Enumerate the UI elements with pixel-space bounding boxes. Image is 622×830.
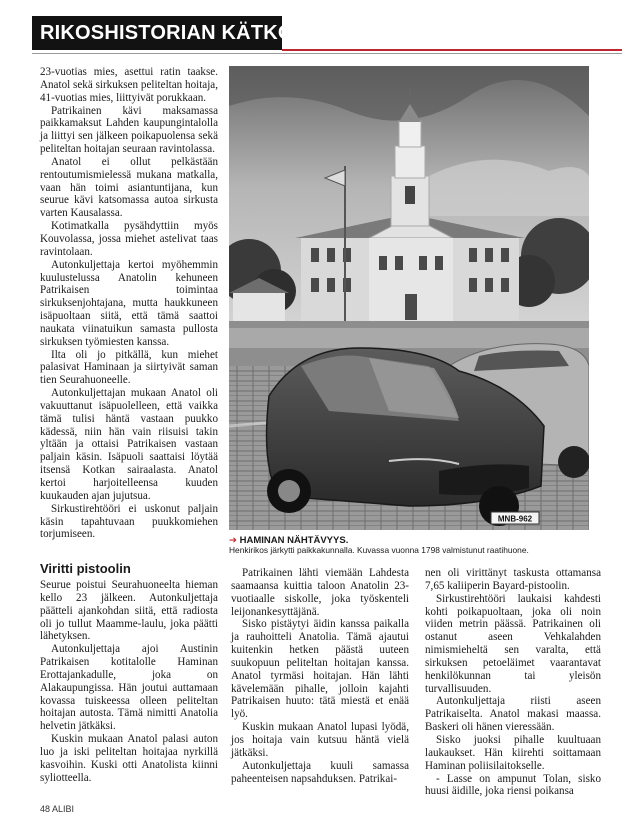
paragraph: nen oli virittänyt taskusta ottamansa 7,65 kaliiperin Bayard-pistoolin. bbox=[425, 567, 601, 592]
paragraph: Anatol ei ollut pelkästään rentoutumismielessä mukana matkalla, vaan hän toimi asiantuntijana, kun seurue kävi katsomassa autoa sirkusta varten Kausalassa. bbox=[40, 155, 218, 220]
article-column-3 bbox=[425, 567, 601, 798]
paragraph: Sisko juoksi pihalle kuultuaan laukaukset. Hän kiirehti soittamaan Haminan poliisilaitokselle. bbox=[425, 733, 601, 772]
article-column-1-continued bbox=[40, 579, 218, 785]
paragraph: Sirkustirehtööri ei uskonut paljain käsin tapahtuvaan puukkomiehen torjumiseen. bbox=[40, 502, 218, 541]
paragraph: Seurue poistui Seurahuoneelta hieman kello 23 jälkeen. Autonkuljettaja päätteli ajankohdan siitä, että radiosta oli jo tullut Maamme-laulu, joka päätti lähetyksen. bbox=[40, 579, 218, 643]
photo-caption: Henkirikos järkytti paikkakunnalla. Kuvassa vuonna 1798 valmistunut raatihuone. bbox=[229, 545, 529, 555]
arrow-icon: ➔ bbox=[229, 535, 240, 546]
paragraph: Ilta oli jo pitkällä, kun miehet palasivat Haminaan ja siirtyivät saman tien Seurahuoneelle. bbox=[40, 348, 218, 387]
paragraph: - Lasse on ampunut Tolan, sisko huusi äidille, joka riensi poikansa bbox=[425, 772, 601, 798]
page-footer: 48 ALIBI bbox=[40, 804, 75, 814]
paragraph: 23-vuotias mies, asettui ratin taakse. Anatol sekä sirkuksen peliteltan hoitaja, 41-vuotias mies, liittyivät porukkaan. bbox=[40, 66, 218, 104]
paragraph: Patrikainen lähti viemään Lahdesta saamaansa kuittia taloon Anatolin 23-vuotiaalle siskolle, joka työskenteli leijonankesyttäjänä. bbox=[231, 567, 409, 618]
paragraph: Sirkustirehtööri laukaisi kahdesti kohti poikapuoltaan, joka oli noin viiden metrin päässä. Patrikainen oli ostanut aseen Vehkalahden nimismieheltä sen varalta, että sirkuksen petoeläimet vaarantavat henkilökunnan tai yleisön turvallisuuden. bbox=[425, 592, 601, 695]
header-rule-gray bbox=[32, 53, 622, 54]
section-subheading: Viritti pistoolin bbox=[40, 561, 131, 576]
paragraph: Kuskin mukaan Anatol lupasi lyödä, jos hoitaja vain kutsuu häntä vielä jätkäksi. bbox=[231, 721, 409, 759]
paragraph: Autonkuljettaja riisti aseen Patrikaiselta. Anatol makasi maassa. Baskeri oli hänen vieressään. bbox=[425, 695, 601, 734]
town-hall-photo bbox=[229, 66, 589, 530]
section-header: RIKOSHISTORIAN KÄTKÖISTÄ bbox=[32, 16, 282, 50]
paragraph: Patrikainen kävi maksamassa paikkamaksut Lahden kaupungintalolla ja liittyi sen jälkeen poikapuolensa sekä peliteltan hoitajan seuraan ravintolassa. bbox=[40, 104, 218, 156]
paragraph: Sisko pistäytyi äidin kanssa paikalla ja rauhoitteli Anatolia. Tämä ajautui kuitenkin hetken päästä uuteen suukopuun peliteltan hoitajan kanssa. Anatol tyrmäsi hoitajan. Hän lähti kävelemään pihalle, jolloin kajahti Patrikaisen huuto: tätä miestä et enää lyö. bbox=[231, 618, 409, 721]
caption-title-text: HAMINAN NÄHTÄVYYS. bbox=[239, 535, 349, 546]
paragraph: Autonkuljettajan mukaan Anatol oli vakuuttanut isäpuolelleen, että vaikka tämä tulisi häntä vastaan puukko kädessä, niin hän vain riisuisi takin yltään ja ottaisi Patrikaisen vastaan paljain käsin. Isäpuoli saattaisi löytää itsensä Kotkan sairaalasta. Anatol kertoi harjoitelleensa kuuden kuukauden ajan jujutsua. bbox=[40, 387, 218, 502]
header-rule-red bbox=[282, 49, 622, 51]
license-plate: MNB-962 bbox=[497, 514, 533, 524]
paragraph: Kuskin mukaan Anatol palasi auton luo ja iski peliteltan hoitajaa nyrkillä kasvoihin. Kuski otti Anatolista kiinni syliotteella. bbox=[40, 733, 218, 784]
paragraph: Autonkuljettaja kuuli samassa paheenteisen napsahduksen. Patrikai- bbox=[231, 759, 409, 785]
article-column-1 bbox=[40, 66, 218, 541]
paragraph: Kotimatkalla pysähdyttiin myös Kouvolassa, jossa miehet astelivat taas ravintolaan. bbox=[40, 220, 218, 258]
paragraph: Autonkuljettaja kertoi myöhemmin kuulustelussa Anatolin kehuneen Patrikaisen toimintaa sirkuksenjohtajana, mutta haukkuneen isäpuoltaan siitä, että tämä saattoi naukata viinatuikun samasta pullosta sirkuksen työmiesten kanssa. bbox=[40, 258, 218, 348]
article-column-2 bbox=[231, 567, 409, 785]
paragraph: Autonkuljettaja ajoi Austinin Patrikaisen kotitalolle Haminan Erottajankadulle, joka on Alakaupungissa. Hän joutui auttamaan kovassa tuiskeessa olleen peliteltan hoitajan autosta. Tämä nimitti Anatolia helvetin jätkäksi. bbox=[40, 643, 218, 733]
